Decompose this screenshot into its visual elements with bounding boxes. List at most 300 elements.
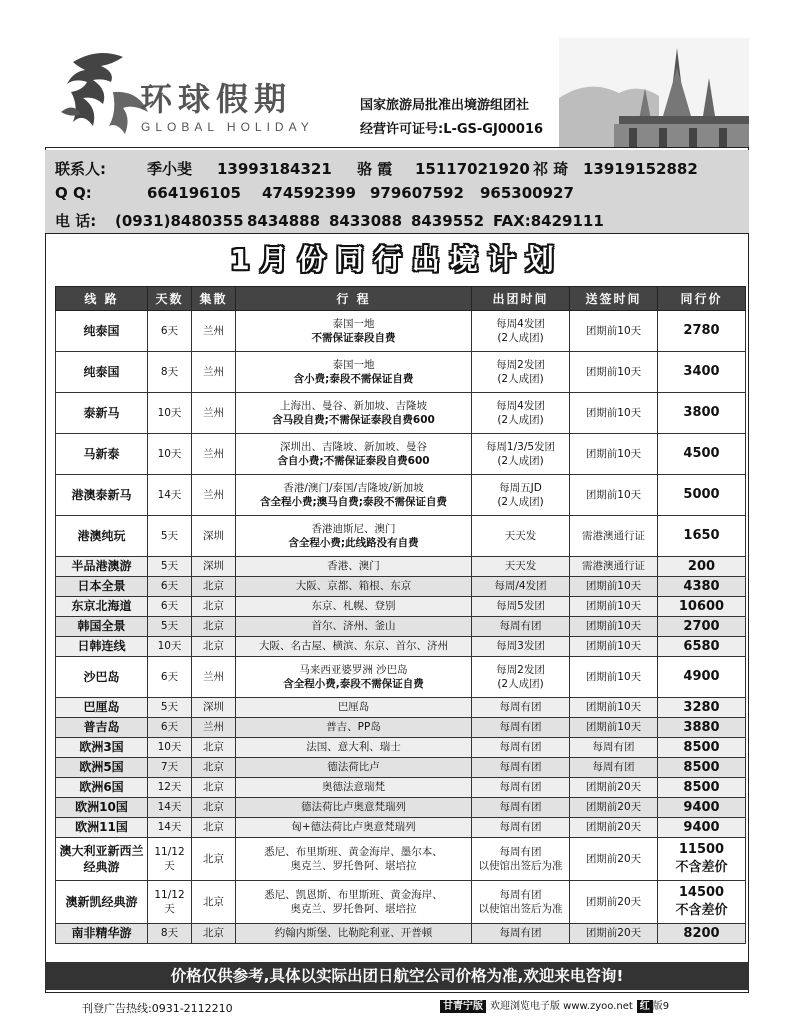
table-row	[56, 881, 746, 924]
route-name: 欧洲3国	[79, 740, 124, 755]
contact-phone: 15117021920	[415, 160, 530, 178]
site-text: 欢迎浏览电子版 www.zyoo.net	[490, 1001, 633, 1012]
price-cell	[658, 718, 746, 738]
hub-city: 兰州	[203, 406, 224, 419]
departure-schedule: 每周4发团	[496, 399, 545, 412]
departure-cell	[472, 818, 570, 838]
hub-cell	[192, 778, 236, 798]
hub-cell	[192, 557, 236, 577]
itinerary-line: 巴厘岛	[337, 701, 370, 714]
table-row	[56, 311, 746, 352]
departure-schedule: 每周有团	[499, 701, 542, 714]
visa-deadline: 团期前20天	[585, 801, 642, 814]
route-name: 南非精华游	[71, 926, 132, 941]
price-value: 2780	[683, 323, 720, 339]
disclaimer-bar: 价格仅供参考,具体以实际出团日航空公司价格为准,欢迎来电咨询!	[45, 962, 749, 990]
route-cell	[56, 516, 148, 557]
hub-city: 北京	[203, 580, 224, 593]
departure-cell	[472, 718, 570, 738]
price-cell	[658, 352, 746, 393]
visa-deadline: 团期前10天	[585, 406, 642, 419]
page-title: 1月份同行出境计划	[230, 243, 564, 276]
visa-deadline: 每周有团	[592, 741, 635, 754]
visa-deadline: 团期前10天	[585, 580, 642, 593]
price-value: 2700	[683, 618, 720, 634]
price-cell	[658, 758, 746, 778]
price-cell	[658, 516, 746, 557]
hub-cell	[192, 617, 236, 637]
departure-note: 以使馆出签后为准	[478, 860, 563, 872]
page-tag: 红	[637, 1000, 653, 1013]
route-name: 澳新凯经典游	[65, 894, 138, 909]
departure-cell	[472, 617, 570, 637]
departure-note: (2人成团)	[497, 373, 544, 385]
tel-label: 电 话:	[55, 212, 97, 230]
table-row	[56, 393, 746, 434]
departure-schedule: 每周有团	[499, 821, 542, 834]
table-row	[56, 637, 746, 657]
table-row	[56, 597, 746, 617]
table-row	[56, 838, 746, 881]
table-row	[56, 577, 746, 597]
days-value: 10天	[157, 406, 182, 419]
days-value: 5天	[160, 560, 179, 573]
departure-cell	[472, 881, 570, 924]
table-row	[56, 516, 746, 557]
hub-city: 北京	[203, 821, 224, 834]
price-cell	[658, 557, 746, 577]
tel-number: 8434888	[247, 212, 321, 230]
itinerary-line: 德法荷比卢	[327, 761, 380, 774]
price-cell	[658, 311, 746, 352]
departure-schedule: 每周有团	[499, 721, 542, 734]
price-note: 不含差价	[675, 903, 728, 918]
hub-cell	[192, 352, 236, 393]
contact-person: 季小斐	[147, 160, 193, 178]
days-value: 6天	[160, 721, 179, 734]
days-value: 8天	[160, 365, 179, 378]
itinerary-note: 含全程小费,泰段不需保证自费	[283, 678, 424, 690]
departure-cell	[472, 577, 570, 597]
days-value: 12天	[157, 781, 182, 794]
price-cell	[658, 838, 746, 881]
departure-schedule: 每周五JD	[499, 481, 542, 494]
price-value: 11500	[678, 842, 725, 858]
hub-city: 兰州	[203, 488, 224, 501]
itinerary-line: 奥德法意瑞梵	[322, 781, 385, 794]
departure-schedule: 每周3发团	[496, 640, 545, 653]
itinerary-line: 东京、札幌、登别	[311, 600, 396, 613]
hub-city: 深圳	[203, 701, 224, 714]
hub-cell	[192, 881, 236, 924]
route-name: 港澳纯玩	[77, 528, 126, 543]
visa-deadline: 团期前10天	[585, 447, 642, 460]
route-cell	[56, 434, 148, 475]
route-cell	[56, 393, 148, 434]
visa-cell	[570, 557, 658, 577]
days-cell	[148, 718, 192, 738]
hub-cell	[192, 577, 236, 597]
visa-deadline: 团期前20天	[585, 781, 642, 794]
hub-cell	[192, 637, 236, 657]
departure-schedule: 每周4发团	[496, 317, 545, 330]
visa-cell	[570, 577, 658, 597]
visa-cell	[570, 475, 658, 516]
route-name: 马新泰	[83, 446, 120, 461]
itinerary-note: 奥克兰、罗托鲁阿、堪培拉	[290, 903, 417, 915]
route-cell	[56, 818, 148, 838]
table-row	[56, 698, 746, 718]
hub-cell	[192, 434, 236, 475]
route-cell	[56, 778, 148, 798]
departure-note: 以使馆出签后为准	[478, 903, 563, 915]
itinerary-line: 悉尼、布里斯班、黄金海岸、墨尔本、	[264, 845, 443, 858]
contact-band	[45, 150, 749, 234]
departure-cell	[472, 434, 570, 475]
visa-deadline: 团期前10天	[585, 365, 642, 378]
col-header-price: 同行价	[658, 287, 746, 311]
days-cell	[148, 393, 192, 434]
visa-cell	[570, 924, 658, 944]
visa-cell	[570, 818, 658, 838]
table-row	[56, 718, 746, 738]
table-row	[56, 434, 746, 475]
hub-city: 北京	[203, 895, 224, 908]
visa-cell	[570, 597, 658, 617]
itinerary-note: 不需保证泰段自费	[311, 332, 396, 344]
visa-cell	[570, 718, 658, 738]
hub-cell	[192, 838, 236, 881]
departure-schedule: 每周有团	[499, 620, 542, 633]
route-name: 东京北海道	[71, 599, 132, 614]
table-row	[56, 778, 746, 798]
visa-deadline: 每周有团	[592, 761, 635, 774]
itinerary-line: 首尔、济州、釜山	[311, 620, 396, 633]
itinerary-line: 深圳出、吉隆坡、新加坡、曼谷	[280, 440, 427, 453]
route-cell	[56, 475, 148, 516]
itinerary-cell	[236, 516, 472, 557]
qq-number: 965300927	[480, 184, 574, 202]
hub-city: 深圳	[203, 529, 224, 542]
header	[45, 38, 749, 148]
days-cell	[148, 818, 192, 838]
itinerary-cell	[236, 798, 472, 818]
price-cell	[658, 475, 746, 516]
days-cell	[148, 434, 192, 475]
route-cell	[56, 758, 148, 778]
tour-plan-table	[55, 286, 746, 944]
departure-cell	[472, 778, 570, 798]
hub-city: 兰州	[203, 447, 224, 460]
visa-cell	[570, 778, 658, 798]
days-cell	[148, 798, 192, 818]
itinerary-cell	[236, 352, 472, 393]
itinerary-line: 悉尼、凯恩斯、布里斯班、黄金海岸、	[264, 888, 443, 901]
days-value: 14天	[157, 821, 182, 834]
table-row	[56, 818, 746, 838]
days-value: 10天	[157, 640, 182, 653]
visa-cell	[570, 393, 658, 434]
departure-note: (2人成团)	[497, 496, 544, 508]
visa-deadline: 团期前10天	[585, 670, 642, 683]
departure-note: (2人成团)	[497, 678, 544, 690]
days-cell	[148, 698, 192, 718]
hub-cell	[192, 758, 236, 778]
hub-cell	[192, 475, 236, 516]
visa-deadline: 团期前10天	[585, 640, 642, 653]
brand-name-en: GLOBAL HOLIDAY	[141, 120, 314, 134]
route-name: 日韩连线	[77, 639, 126, 654]
route-name: 纯泰国	[83, 323, 120, 338]
departure-note: (2人成团)	[497, 455, 544, 467]
contact-row-qq	[55, 184, 574, 202]
departure-note: (2人成团)	[497, 414, 544, 426]
hub-city: 深圳	[203, 560, 224, 573]
table-row	[56, 758, 746, 778]
itinerary-line: 上海出、曼谷、新加坡、吉隆坡	[280, 399, 427, 412]
days-cell	[148, 557, 192, 577]
price-cell	[658, 657, 746, 698]
itinerary-line: 泰国一地	[332, 317, 375, 330]
route-name: 澳大利亚新西兰经典游	[59, 843, 144, 874]
contact-phone: 13993184321	[217, 160, 332, 178]
itinerary-line: 德法荷比卢奥意梵瑞列	[301, 801, 406, 814]
visa-cell	[570, 637, 658, 657]
tel-number: 8433088	[329, 212, 403, 230]
departure-cell	[472, 924, 570, 944]
route-cell	[56, 718, 148, 738]
route-cell	[56, 557, 148, 577]
itinerary-cell	[236, 577, 472, 597]
hub-cell	[192, 597, 236, 617]
price-cell	[658, 617, 746, 637]
price-cell	[658, 434, 746, 475]
departure-cell	[472, 597, 570, 617]
itinerary-cell	[236, 881, 472, 924]
route-name: 半品港澳游	[71, 559, 132, 574]
days-value: 8天	[160, 927, 179, 940]
days-value: 5天	[160, 701, 179, 714]
days-cell	[148, 475, 192, 516]
departure-schedule: 每周2发团	[496, 663, 545, 676]
price-cell	[658, 698, 746, 718]
qq-number: 979607592	[370, 184, 464, 202]
col-header-route: 线 路	[56, 287, 148, 311]
route-name: 欧洲6国	[79, 780, 124, 795]
itinerary-cell	[236, 698, 472, 718]
hub-city: 北京	[203, 741, 224, 754]
departure-cell	[472, 311, 570, 352]
visa-deadline: 团期前10天	[585, 324, 642, 337]
price-cell	[658, 597, 746, 617]
itinerary-cell	[236, 818, 472, 838]
price-value: 200	[687, 558, 716, 574]
fax-number: FAX:8429111	[493, 212, 604, 230]
itinerary-cell	[236, 617, 472, 637]
route-name: 日本全景	[77, 579, 126, 594]
price-value: 3400	[683, 364, 720, 380]
table-row	[56, 617, 746, 637]
visa-deadline: 需港澳通行证	[582, 529, 645, 542]
approval-text: 国家旅游局批准出境游组团社	[360, 98, 530, 113]
itinerary-line: 泰国一地	[332, 358, 375, 371]
departure-cell	[472, 516, 570, 557]
route-name: 巴厘岛	[83, 700, 120, 715]
visa-deadline: 团期前10天	[585, 620, 642, 633]
departure-cell	[472, 393, 570, 434]
price-value: 4900	[683, 669, 720, 685]
itinerary-cell	[236, 557, 472, 577]
hub-cell	[192, 818, 236, 838]
visa-deadline: 团期前20天	[585, 821, 642, 834]
hub-cell	[192, 311, 236, 352]
days-cell	[148, 738, 192, 758]
visa-cell	[570, 738, 658, 758]
route-name: 港澳泰新马	[71, 487, 132, 502]
days-value: 14天	[157, 488, 182, 501]
qq-label: Q Q:	[55, 184, 92, 202]
route-name: 沙巴岛	[83, 669, 120, 684]
departure-note: (2人成团)	[497, 332, 544, 344]
table-row	[56, 657, 746, 698]
days-cell	[148, 637, 192, 657]
contact-phone: 13919152882	[583, 160, 698, 178]
visa-cell	[570, 838, 658, 881]
departure-cell	[472, 698, 570, 718]
hub-city: 北京	[203, 801, 224, 814]
contact-row-tel	[55, 210, 604, 231]
departure-schedule: 每周有团	[499, 845, 542, 858]
hub-cell	[192, 718, 236, 738]
price-cell	[658, 798, 746, 818]
itinerary-line: 香港/澳门/泰国/吉隆坡/新加坡	[283, 481, 424, 494]
table-row	[56, 557, 746, 577]
price-value: 6580	[683, 638, 720, 654]
itinerary-cell	[236, 718, 472, 738]
itinerary-line: 法国、意大利、瑞士	[306, 741, 401, 754]
route-name: 欧洲11国	[75, 820, 128, 835]
visa-deadline: 团期前10天	[585, 721, 642, 734]
route-cell	[56, 738, 148, 758]
days-cell	[148, 924, 192, 944]
itinerary-note: 含小费;泰段不需保证自费	[293, 373, 414, 385]
table-header-row	[56, 287, 746, 311]
departure-schedule: 天天发	[504, 560, 537, 573]
departure-schedule: 每周1/3/5发团	[485, 440, 556, 453]
departure-schedule: 每周2发团	[496, 358, 545, 371]
hub-cell	[192, 738, 236, 758]
tel-number: (0931)8480355	[115, 212, 244, 230]
price-value: 3880	[683, 719, 720, 735]
tel-number: 8439552	[411, 212, 485, 230]
hub-city: 北京	[203, 781, 224, 794]
ad-hotline: 刊登广告热线:0931-2112210	[82, 1002, 233, 1015]
itinerary-note: 含全程小费;澳马自费;泰段不需保证自费	[260, 496, 447, 508]
itinerary-cell	[236, 738, 472, 758]
days-value: 11/12天	[154, 845, 185, 872]
route-name: 纯泰国	[83, 364, 120, 379]
departure-cell	[472, 637, 570, 657]
price-cell	[658, 393, 746, 434]
price-value: 1650	[683, 528, 720, 544]
brand-name-cn: 环球假期	[140, 80, 293, 118]
departure-cell	[472, 557, 570, 577]
table-row	[56, 738, 746, 758]
departure-schedule: 每周5发团	[496, 600, 545, 613]
page-number: 版9	[652, 1001, 670, 1012]
route-cell	[56, 698, 148, 718]
days-cell	[148, 838, 192, 881]
itinerary-cell	[236, 597, 472, 617]
visa-cell	[570, 434, 658, 475]
hub-city: 北京	[203, 761, 224, 774]
col-header-itinerary: 行 程	[236, 287, 472, 311]
itinerary-line: 普吉、PP岛	[326, 721, 381, 734]
license-text: 经营许可证号:L-GS-GJ00016	[360, 122, 544, 137]
price-value: 9400	[683, 799, 720, 815]
price-cell	[658, 818, 746, 838]
route-cell	[56, 617, 148, 637]
visa-deadline: 团期前20天	[585, 895, 642, 908]
hub-cell	[192, 393, 236, 434]
itinerary-cell	[236, 657, 472, 698]
route-cell	[56, 597, 148, 617]
itinerary-line: 香港、澳门	[327, 560, 380, 573]
route-cell	[56, 577, 148, 597]
hub-cell	[192, 657, 236, 698]
hub-cell	[192, 516, 236, 557]
departure-cell	[472, 798, 570, 818]
price-cell	[658, 577, 746, 597]
hub-city: 兰州	[203, 670, 224, 683]
itinerary-cell	[236, 778, 472, 798]
price-cell	[658, 881, 746, 924]
days-value: 7天	[160, 761, 179, 774]
hub-city: 兰州	[203, 365, 224, 378]
days-cell	[148, 577, 192, 597]
route-cell	[56, 352, 148, 393]
days-value: 6天	[160, 580, 179, 593]
route-name: 韩国全景	[77, 619, 126, 634]
departure-schedule: 每周有团	[499, 761, 542, 774]
itinerary-cell	[236, 393, 472, 434]
price-value: 14500	[678, 885, 725, 901]
price-value: 3800	[683, 405, 720, 421]
contact-row-persons	[55, 158, 698, 179]
itinerary-cell	[236, 475, 472, 516]
visa-cell	[570, 516, 658, 557]
table-row	[56, 475, 746, 516]
days-value: 11/12天	[154, 888, 185, 915]
itinerary-line: 约翰内斯堡、比勒陀利亚、开普顿	[274, 927, 433, 940]
contact-person: 骆 霞	[357, 160, 393, 178]
edition-tag: 甘青宁版	[440, 1000, 486, 1013]
hub-cell	[192, 698, 236, 718]
departure-schedule: 每周有团	[499, 888, 542, 901]
days-cell	[148, 617, 192, 637]
table-row	[56, 352, 746, 393]
visa-cell	[570, 758, 658, 778]
visa-deadline: 团期前20天	[585, 852, 642, 865]
itinerary-note: 奥克兰、罗托鲁阿、堪培拉	[290, 860, 417, 872]
itinerary-line: 匈+德法荷比卢奥意梵瑞列	[291, 821, 416, 834]
price-value: 8500	[683, 739, 720, 755]
col-header-days: 天数	[148, 287, 192, 311]
days-value: 10天	[157, 447, 182, 460]
departure-schedule: 每周有团	[499, 781, 542, 794]
days-cell	[148, 881, 192, 924]
days-value: 5天	[160, 620, 179, 633]
